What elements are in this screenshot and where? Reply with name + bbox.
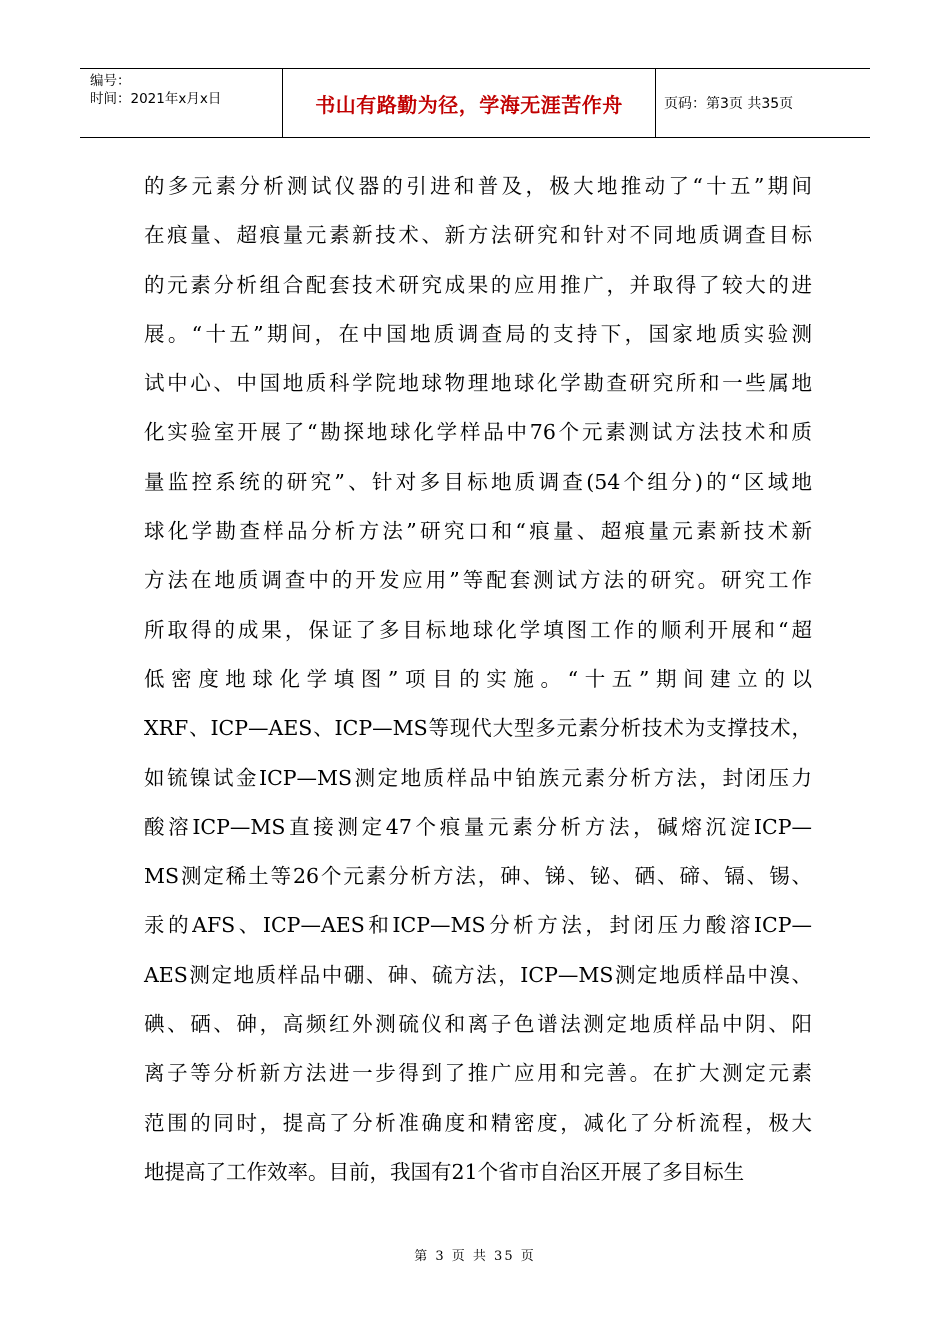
text-line: 化实验室开展了“勘探地球化学样品中76个元素测试方法技术和质 — [144, 420, 812, 445]
header-meta — [80, 69, 283, 137]
text-line: 的元素分析组合配套技术研究成果的应用推广，并取得了较大的进 — [144, 272, 812, 297]
text-line: 地提高了工作效率。目前，我国有21个省市自治区开展了多目标生 — [144, 1159, 745, 1184]
text-line: 在痕量、超痕量元素新技术、新方法研究和针对不同地质调查目标 — [144, 223, 812, 248]
text-line: 汞的AFS、ICP—AES和ICP—MS分析方法，封闭压力酸溶ICP— — [144, 913, 812, 938]
text-line: 范围的同时，提高了分析准确度和精密度，减化了分析流程，极大 — [144, 1110, 812, 1135]
text-line: 所取得的成果，保证了多目标地球化学填图工作的顺利开展和“超 — [144, 617, 812, 642]
header-motto: 书山有路勤为径，学海无涯苦作舟 — [283, 69, 656, 137]
text-line: 方法在地质调查中的开发应用”等配套测试方法的研究。研究工作 — [144, 568, 812, 593]
text-line: 酸溶ICP—MS直接测定47个痕量元素分析方法，碱熔沉淀ICP— — [144, 814, 812, 839]
text-line: MS测定稀土等26个元素分析方法，砷、锑、铋、硒、碲、镉、锡、 — [144, 864, 812, 889]
text-line: 低密度地球化学填图”项目的实施。“十五”期间建立的以 — [144, 666, 812, 691]
text-line: 量监控系统的研究”、针对多目标地质调查(54个组分)的“区域地 — [144, 469, 812, 494]
text-line: 球化学勘查样品分析方法”研究口和“痕量、超痕量元素新技术新 — [144, 519, 812, 544]
text-line: 展。“十五”期间，在中国地质调查局的支持下，国家地质实验测 — [144, 321, 812, 346]
page-header — [80, 68, 870, 138]
body-text — [144, 162, 812, 1197]
date-label: 时间：2021年x月x日 — [90, 91, 222, 107]
text-line: AES测定地质样品中硼、砷、硫方法，ICP—MS测定地质样品中溴、 — [144, 962, 812, 987]
text-line: 试中心、中国地质科学院地球物理地球化学勘查研究所和一些属地 — [144, 371, 812, 396]
page-footer: 第 3 页 共 35 页 — [414, 1249, 536, 1264]
text-line: XRF、ICP—AES、ICP—MS等现代大型多元素分析技术为支撑技术， — [144, 716, 812, 741]
text-line: 离子等分析新方法进一步得到了推广应用和完善。在扩大测定元素 — [144, 1061, 812, 1086]
text-line: 如锍镍试金ICP—MS测定地质样品中铂族元素分析方法，封闭压力 — [144, 765, 812, 790]
text-line: 碘、硒、砷，高频红外测硫仪和离子色谱法测定地质样品中阴、阳 — [144, 1012, 812, 1037]
text-line: 的多元素分析测试仪器的引进和普及，极大地推动了“十五”期间 — [144, 174, 812, 198]
number-label: 编号： — [90, 73, 131, 89]
header-page-info: 页码：第3页 共35页 — [664, 96, 794, 112]
